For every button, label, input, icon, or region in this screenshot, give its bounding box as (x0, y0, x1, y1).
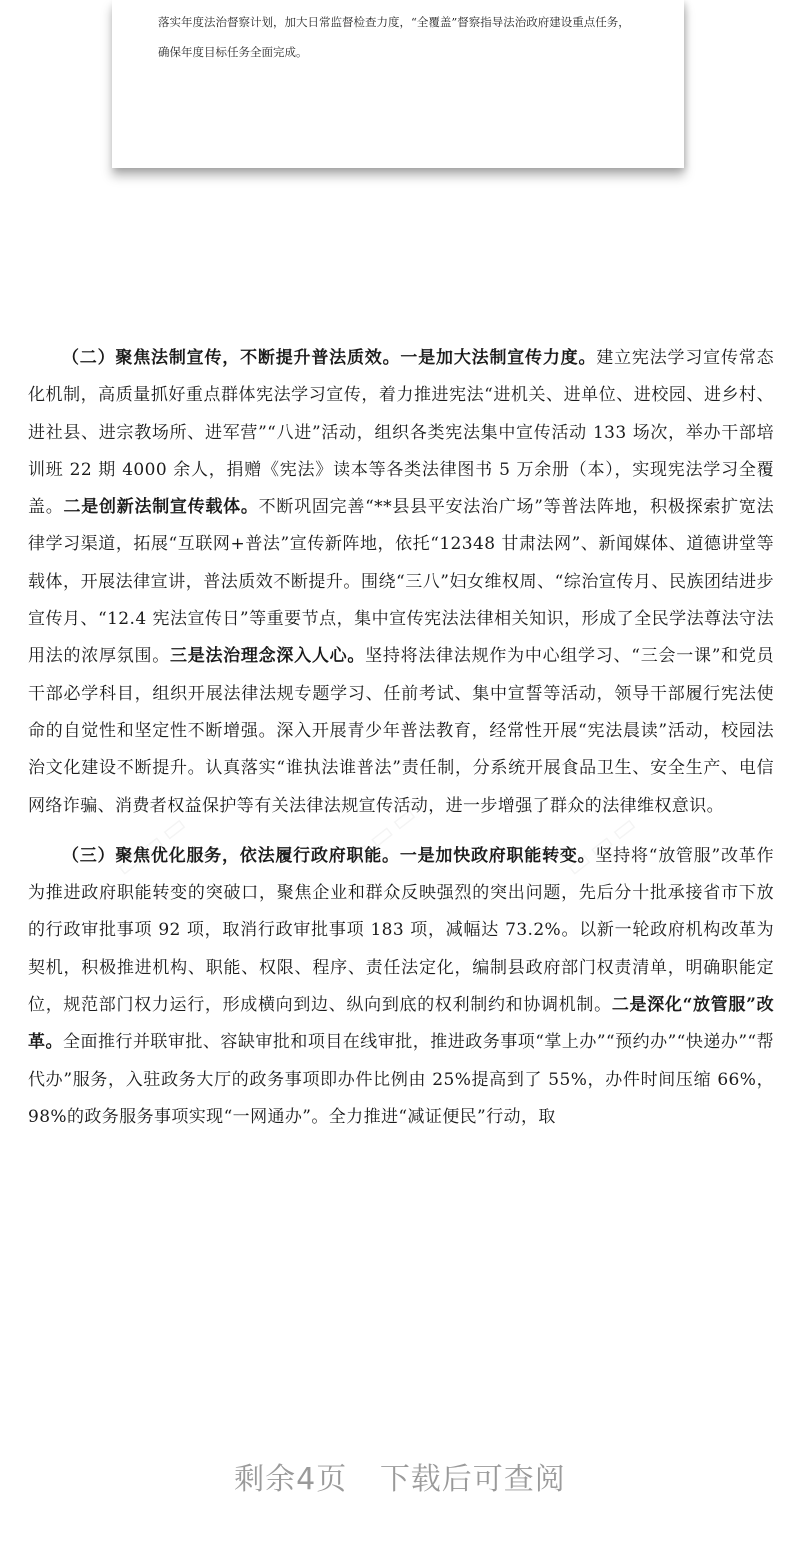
watermark-mark: ▭▭▭ (559, 806, 646, 884)
section-heading: （三）聚焦优化服务，依法履行政府职能。 (62, 845, 400, 866)
subsection-title: 一是加大法制宣传力度。 (400, 348, 597, 368)
paragraph-section-2 (28, 340, 774, 825)
paragraph-text: 坚持将“放管服”改革作为推进政府职能转变的突破口，聚焦企业和群众反映强烈的突出问题，先后分十批承接省市下放的行政审批事项 92 项，取消行政审批事项 183 项，减幅达 73.2%。以新一轮政府机构改革为契机，积极推进机构、职能、权限、程序、责任法定化，编制县政府部门权责清单，明确职能定位，规范部门权力运行，形成横向到边、纵向到底的权利制约和协调机制。 (28, 845, 774, 1016)
download-prompt[interactable] (0, 1454, 800, 1498)
remaining-pages-label[interactable]: 剩余4页 (234, 1462, 348, 1497)
paragraph-text: 全面推行并联审批、容缺审批和项目在线审批，推进政务事项“掌上办”“预约办”“快递办”“帮代办”服务，入驻政务大厅的政务事项即办件比例由 25%提高到了 55%，办件时间压缩 66%，98%的政务服务事项实现“一网通办”。全力推进“减证便民”行动，取 (28, 1032, 774, 1127)
preview-line: 确保年度目标任务全面完成。 (158, 45, 308, 59)
paragraph-text: 建立宪法学习宣传常态化机制，高质量抓好重点群体宪法学习宣传，着力推进宪法“进机关、进单位、进校园、进乡村、进社县、进宗教场所、进军营”“八进”活动，组织各类宪法集中宣传活动 133 场次，举办干部培训班 22 期 4000 余人，捐赠《宪法》读本等各类法律图书 5 万余册（本），实现宪法学习全覆盖。 (28, 348, 775, 518)
section-heading: （二）聚焦法制宣传，不断提升普法质效。 (62, 348, 401, 368)
subsection-title: 二是深化“放管服”改革。 (28, 995, 774, 1053)
paragraph-text: 不断巩固完善“**县县平安法治广场”等普法阵地，积极探索扩宽法律学习渠道，拓展“互联网+普法”宣传新阵地，依托“12348 甘肃法网”、新闻媒体、道德讲堂等载体，开展法律宣讲，普法质效不断提升。围绕“三八”妇女维权周、“综治宣传月、民族团结进步宣传月、“12.4 宪法宣传日”等重要节点，集中宣传宪法法律相关知识，形成了全民学法尊法守法用法的浓厚氛围。 (28, 497, 774, 667)
paragraph-text: 坚持将法律法规作为中心组学习、“三会一课”和党员干部必学科目，组织开展法律法规专题学习、任前考试、集中宣誓等活动，领导干部履行宪法使命的自觉性和坚定性不断增强。深入开展青少年普法教育，经常性开展“宪法晨读”活动，校园法治文化建设不断提升。认真落实“谁执法谁普法”责任制，分系统开展食品卫生、安全生产、电信网络诈骗、消费者权益保护等有关法律法规宣传活动，进一步增强了群众的法律维权意识。 (28, 646, 775, 816)
preview-line: 落实年度法治督察计划，加大日常监督检查力度，“全覆盖”督察指导法治政府建设重点任务， (158, 15, 630, 29)
preview-card (112, 0, 684, 168)
paragraph-section-3 (28, 838, 774, 1136)
subsection-title: 二是创新法制宣传载体。 (63, 497, 259, 518)
document-body (28, 340, 774, 1136)
download-to-view-label[interactable]: 下载后可查阅 (379, 1462, 566, 1497)
subsection-title: 三是法治理念深入人心。 (169, 646, 366, 667)
watermark-mark: ▭▭▭ (339, 796, 426, 874)
watermark-mark: ▭▭▭ (109, 806, 196, 884)
subsection-title: 一是加快政府职能转变。 (399, 845, 596, 866)
